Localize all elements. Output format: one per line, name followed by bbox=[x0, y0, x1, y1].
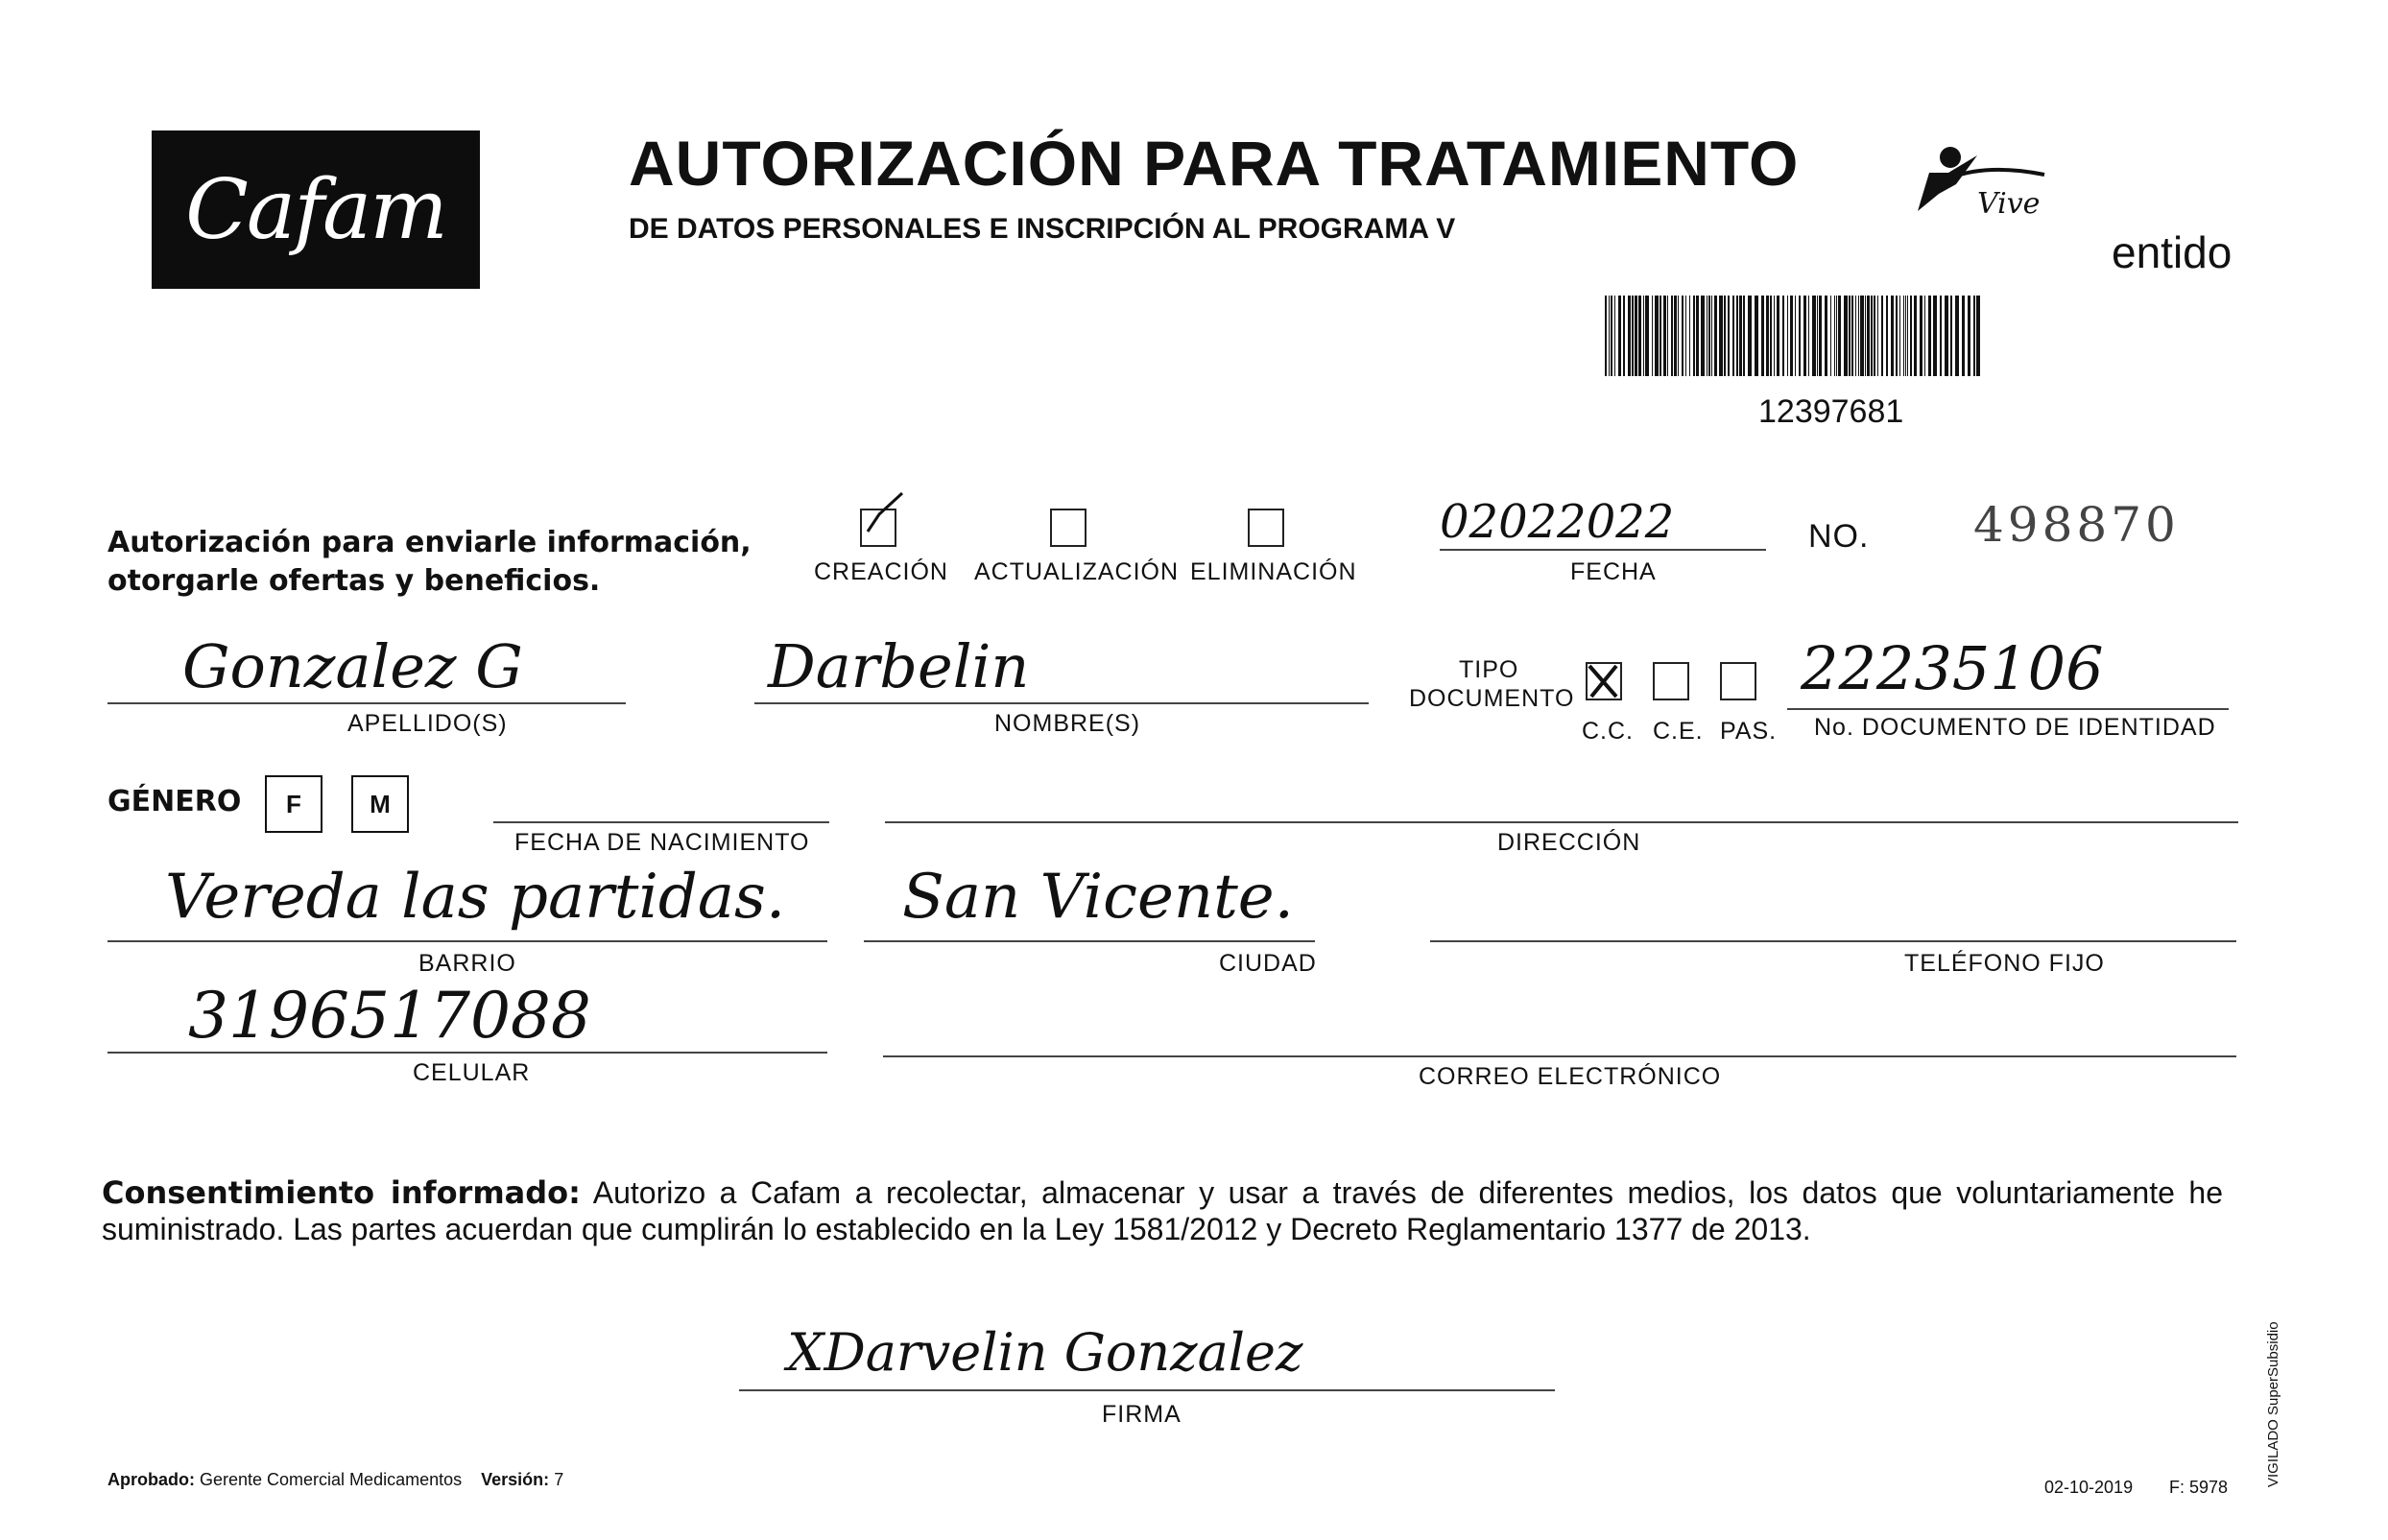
documento-numero-label: No. DOCUMENTO DE IDENTIDAD bbox=[1814, 714, 2216, 741]
vive-text: Vive bbox=[1977, 187, 2041, 221]
barcode-number: 12397681 bbox=[1758, 393, 1904, 430]
documento-label: DOCUMENTO bbox=[1409, 685, 1575, 712]
direccion-label: DIRECCIÓN bbox=[1497, 829, 1641, 856]
form-subtitle: DE DATOS PERSONALES E INSCRIPCIÓN AL PROGRAMA V bbox=[629, 213, 1456, 245]
barrio-label: BARRIO bbox=[418, 950, 516, 977]
apellidos-line bbox=[107, 702, 626, 704]
documento-value: 22235106 bbox=[1801, 633, 2104, 703]
creacion-checkbox[interactable] bbox=[860, 509, 896, 547]
barrio-line bbox=[107, 940, 827, 942]
telefono-line bbox=[1430, 940, 2236, 942]
actualizacion-checkbox[interactable] bbox=[1050, 509, 1087, 547]
nombres-label: NOMBRE(S) bbox=[994, 710, 1141, 737]
apellidos-value: Gonzalez G bbox=[182, 631, 523, 701]
authorization-text-line2: otorgarle ofertas y beneficios. bbox=[107, 564, 601, 598]
nombres-value: Darbelin bbox=[768, 631, 1030, 701]
genero-f-box[interactable]: F bbox=[265, 775, 322, 833]
cc-label: C.C. bbox=[1582, 718, 1634, 745]
fecha-line bbox=[1440, 549, 1766, 551]
barrio-value: Vereda las partidas. bbox=[165, 862, 786, 933]
x-mark-icon bbox=[1586, 662, 1622, 700]
ce-checkbox[interactable] bbox=[1653, 662, 1689, 700]
ciudad-line bbox=[864, 940, 1315, 942]
nombres-line bbox=[754, 702, 1369, 704]
top-right-fragment: entido bbox=[2112, 227, 2233, 277]
consent-text: Autorizo a Cafam a recolectar, almacenar y usar a través de diferentes medios, los datos que voluntariamente he suministrado. Las partes acuerdan que cumplirán lo establecido en la Ley 1581/2012 y Decreto Reglamentario 1377 de 2013. bbox=[102, 1175, 2224, 1246]
celular-value: 3196517088 bbox=[188, 979, 591, 1053]
documento-line bbox=[1787, 708, 2229, 710]
ciudad-label: CIUDAD bbox=[1219, 950, 1317, 977]
checkmark-icon bbox=[860, 489, 908, 537]
pas-checkbox[interactable] bbox=[1720, 662, 1756, 700]
pas-label: PAS. bbox=[1720, 718, 1778, 745]
consent-paragraph bbox=[102, 1174, 2223, 1247]
correo-label: CORREO ELECTRÓNICO bbox=[1419, 1063, 1722, 1090]
direccion-line bbox=[885, 821, 2238, 823]
signature-value: XDarvelin Gonzalez bbox=[787, 1322, 1303, 1383]
form-date: 02-10-2019 bbox=[2044, 1478, 2134, 1497]
form-title: AUTORIZACIÓN PARA TRATAMIENTO bbox=[629, 128, 1800, 199]
no-label: NO. bbox=[1808, 518, 1870, 555]
no-value: 498870 bbox=[1973, 497, 2180, 553]
signature-label: FIRMA bbox=[1102, 1401, 1182, 1428]
authorization-text-line1: Autorización para enviarle información, bbox=[107, 526, 752, 559]
cc-checkbox[interactable] bbox=[1586, 662, 1622, 700]
fecha-label: FECHA bbox=[1570, 558, 1657, 585]
consent-heading: Consentimiento informado: bbox=[102, 1174, 581, 1211]
aprobado-value: Gerente Comercial Medicamentos bbox=[200, 1470, 463, 1489]
eliminacion-label: ELIMINACIÓN bbox=[1190, 558, 1357, 585]
ciudad-value: San Vicente. bbox=[902, 862, 1294, 933]
genero-m-box[interactable]: M bbox=[351, 775, 409, 833]
signature-line bbox=[739, 1389, 1555, 1391]
ce-label: C.E. bbox=[1653, 718, 1704, 745]
vive-logo-icon bbox=[1910, 144, 2102, 221]
fecha-value: 02022022 bbox=[1440, 495, 1675, 549]
celular-label: CELULAR bbox=[413, 1059, 531, 1086]
approval-footer bbox=[107, 1470, 563, 1490]
cafam-logo bbox=[152, 130, 480, 289]
version-value: 7 bbox=[554, 1470, 564, 1489]
authorization-text bbox=[107, 524, 752, 601]
apellidos-label: APELLIDO(S) bbox=[347, 710, 508, 737]
barcode-icon bbox=[1605, 296, 1981, 376]
logo-text: Cafam bbox=[185, 161, 446, 258]
genero-label: GÉNERO bbox=[107, 785, 242, 818]
eliminacion-checkbox[interactable] bbox=[1248, 509, 1284, 547]
form-code: F: 5978 bbox=[2169, 1478, 2229, 1497]
correo-line bbox=[883, 1055, 2236, 1057]
aprobado-label: Aprobado: bbox=[107, 1470, 195, 1489]
actualizacion-label: ACTUALIZACIÓN bbox=[974, 558, 1180, 585]
version-label: Versión: bbox=[481, 1470, 550, 1489]
supersubsidio-seal: VIGILADO SuperSubsidio bbox=[2265, 1321, 2281, 1487]
tipo-label: TIPO bbox=[1459, 656, 1519, 683]
creacion-label: CREACIÓN bbox=[814, 558, 948, 585]
fecha-nacimiento-label: FECHA DE NACIMIENTO bbox=[514, 829, 810, 856]
fecha-nacimiento-line bbox=[493, 821, 829, 823]
telefono-label: TELÉFONO FIJO bbox=[1904, 950, 2105, 977]
